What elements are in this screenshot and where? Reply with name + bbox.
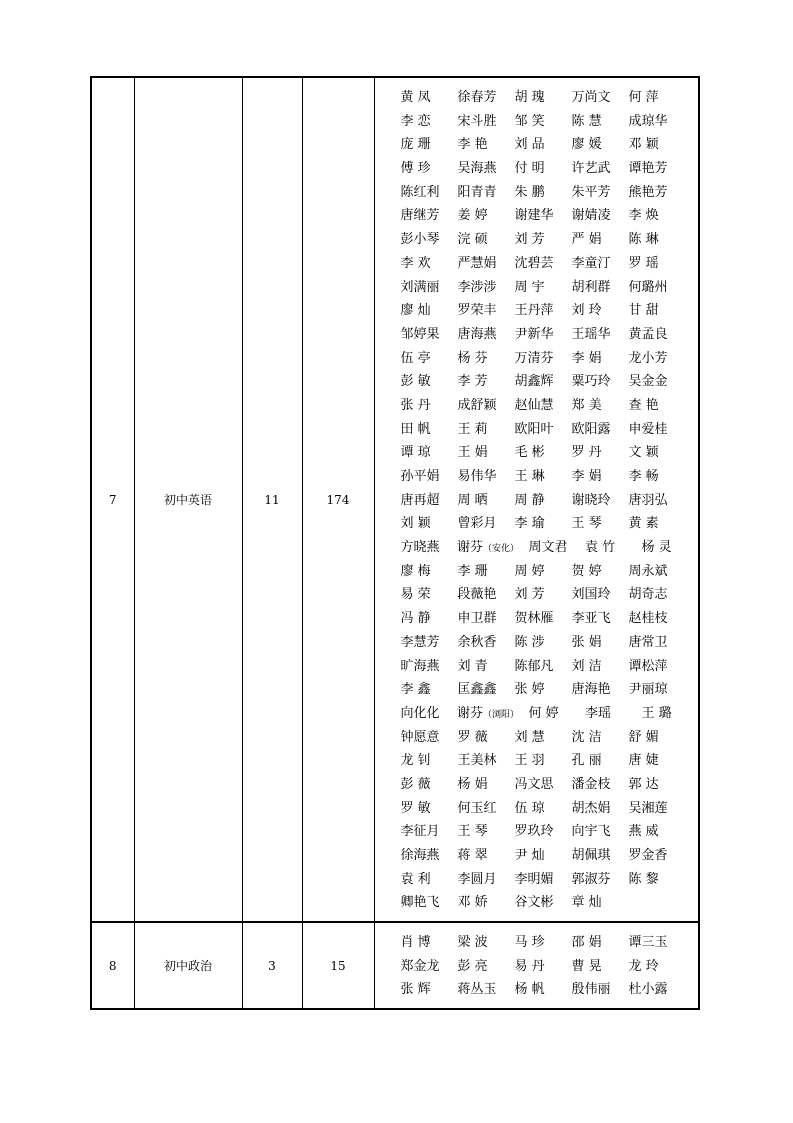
name-line xyxy=(375,726,699,750)
person-name: 查 艳 xyxy=(628,397,659,413)
person-name: 沈碧芸 xyxy=(514,255,554,271)
person-name: 严 娟 xyxy=(571,232,602,248)
person-name: 殷伟丽 xyxy=(571,982,611,998)
person-name: 匡鑫鑫 xyxy=(457,682,497,698)
count-b-cell: 174 xyxy=(302,77,374,922)
subject-cell: 初中政治 xyxy=(134,922,242,1009)
person-name: 李 娟 xyxy=(571,469,602,484)
person-name: 万清芬 xyxy=(514,350,554,366)
person-name: 李 恋 xyxy=(400,113,431,129)
person-name: 冯文思 xyxy=(514,776,554,792)
person-name: 唐再超 xyxy=(400,492,440,508)
person-name: 周 静 xyxy=(514,492,545,508)
name-line xyxy=(375,157,699,181)
person-name: 罗 敏 xyxy=(400,800,431,816)
person-name: 周 宇 xyxy=(514,279,545,295)
person-name: 甘 甜 xyxy=(628,303,659,319)
name-line xyxy=(375,181,699,205)
name-line xyxy=(375,204,699,228)
name-line xyxy=(375,797,699,821)
person-name: 廖 梅 xyxy=(400,563,431,579)
person-name: 杜小露 xyxy=(628,982,668,998)
person-name: 李 芳 xyxy=(457,374,488,390)
person-name: 王 羽 xyxy=(514,753,545,769)
person-name: 谭松萍 xyxy=(628,658,668,674)
person-name: 彭小琴 xyxy=(400,232,440,248)
person-name: 龙小芳 xyxy=(628,350,668,366)
name-line xyxy=(375,931,699,955)
person-name: 李 瑜 xyxy=(514,516,545,532)
person-name: 刘 玲 xyxy=(571,303,602,319)
person-name: 成琼华 xyxy=(628,113,668,129)
name-line xyxy=(375,86,699,110)
person-name: 赵桂枝 xyxy=(628,611,668,627)
person-name: 邹婷果 xyxy=(400,326,440,342)
person-name: 舒 媚 xyxy=(628,729,659,745)
person-name: 张 丹 xyxy=(400,397,431,413)
person-name: 陈红利 xyxy=(400,184,440,200)
person-name: 陈 慧 xyxy=(571,113,602,129)
person-name: 傅 珍 xyxy=(400,161,431,177)
person-name: 彭 薇 xyxy=(400,776,431,792)
person-name: 李 鑫 xyxy=(400,682,431,698)
person-name: 李童汀 xyxy=(571,255,611,271)
person-name: 吴金金 xyxy=(628,374,668,390)
person-name: 梁 波 xyxy=(457,935,488,951)
person-name: 廖 灿 xyxy=(400,303,431,319)
person-name: 张 婷 xyxy=(514,682,545,698)
roster-table xyxy=(90,76,700,1010)
person-name: 谭 琼 xyxy=(400,445,431,461)
person-name: 龙 钊 xyxy=(400,753,431,769)
person-name: 胡佩琪 xyxy=(571,848,611,863)
person-name: 杨 帆 xyxy=(514,982,545,998)
person-name: 易 荣 xyxy=(400,587,431,603)
person-name: 伍 琼 xyxy=(514,800,545,816)
person-name xyxy=(629,891,686,915)
names-cell xyxy=(374,77,699,922)
name-line xyxy=(375,583,699,607)
count-a-cell: 11 xyxy=(242,77,302,922)
person-name: 阳青青 xyxy=(457,184,497,200)
name-line xyxy=(375,394,699,418)
row-number: 8 xyxy=(91,922,134,1009)
person-name: 罗 丹 xyxy=(571,445,602,461)
person-name: 唐海艳 xyxy=(571,682,611,698)
person-name: 潘金枝 xyxy=(571,776,611,792)
person-name: 孔 丽 xyxy=(571,753,602,769)
person-name: 王 琳 xyxy=(514,469,545,484)
person-name: 刘 品 xyxy=(514,137,545,153)
person-name: 杨 芬 xyxy=(457,350,488,366)
person-name: 胡杰娟 xyxy=(571,800,611,816)
person-name: 杨 灵 xyxy=(641,540,672,556)
person-name: 李圆月 xyxy=(457,871,497,887)
person-name: 欧阳叶 xyxy=(514,421,554,437)
name-line xyxy=(375,955,699,979)
person-name: 袁 利 xyxy=(400,871,431,887)
person-name: 周文君 xyxy=(528,540,568,556)
name-line xyxy=(375,978,699,1002)
person-name: 李瑶 xyxy=(584,705,611,721)
person-name: 谢芬（浏阳） xyxy=(457,705,520,721)
person-name: 尹 灿 xyxy=(514,848,545,863)
person-name: 谢建华 xyxy=(514,208,554,224)
person-name: 唐常卫 xyxy=(628,634,668,650)
person-name: 尹新华 xyxy=(514,326,554,342)
person-name: 刘 青 xyxy=(457,658,488,674)
person-name: 何 婷 xyxy=(528,705,559,721)
person-name: 胡利群 xyxy=(571,279,611,295)
person-name: 邵 娟 xyxy=(571,935,602,951)
person-name: 杨 娟 xyxy=(457,776,488,792)
person-name: 伍 亭 xyxy=(400,350,431,366)
person-name: 宋斗胜 xyxy=(457,113,497,129)
person-name: 周永斌 xyxy=(628,563,668,579)
person-name: 袁 竹 xyxy=(584,540,616,556)
person-name: 朱 鹏 xyxy=(514,184,545,200)
person-name: 燕 威 xyxy=(628,824,659,840)
person-name: 易伟华 xyxy=(457,469,497,484)
person-name: 刘满丽 xyxy=(400,279,440,295)
person-name: 余秋香 xyxy=(457,634,497,650)
person-name: 邓 颖 xyxy=(628,137,659,153)
person-name: 李 珊 xyxy=(457,563,488,579)
person-name: 郭淑芬 xyxy=(571,871,611,887)
person-name: 徐海燕 xyxy=(400,848,440,863)
person-name: 向化化 xyxy=(400,705,440,721)
person-name: 刘 慧 xyxy=(514,729,545,745)
person-name: 王瑶华 xyxy=(571,326,611,342)
person-name: 陈 琳 xyxy=(628,232,659,248)
person-name: 许艺武 xyxy=(571,161,611,177)
person-name: 王美林 xyxy=(457,753,497,769)
name-line xyxy=(375,110,699,134)
name-line xyxy=(375,536,699,560)
name-line xyxy=(375,299,699,323)
person-name: 朱平芳 xyxy=(571,184,611,200)
person-name: 谷文彬 xyxy=(514,895,554,911)
person-name: 刘 洁 xyxy=(571,658,602,674)
person-name: 罗荣丰 xyxy=(457,303,497,319)
name-line xyxy=(375,631,699,655)
person-name: 熊艳芳 xyxy=(628,184,668,200)
person-name: 王 琴 xyxy=(571,516,602,532)
person-name: 马 珍 xyxy=(514,935,545,951)
roster-body xyxy=(91,77,699,1009)
person-name: 向宇飞 xyxy=(571,824,611,840)
person-name: 曾彩月 xyxy=(457,516,497,532)
person-name: 李 焕 xyxy=(628,208,659,224)
person-name: 邓 娇 xyxy=(457,895,488,911)
row-number: 7 xyxy=(91,77,134,922)
name-line xyxy=(375,844,699,868)
name-line xyxy=(375,749,699,773)
person-name: 李 欢 xyxy=(400,255,431,271)
person-name: 罗 瑶 xyxy=(628,255,659,271)
person-name: 唐 婕 xyxy=(628,753,659,769)
person-name: 郑金龙 xyxy=(400,958,440,974)
person-name: 唐继芳 xyxy=(400,208,440,224)
person-name: 万尚文 xyxy=(571,90,611,105)
person-name: 吴湘莲 xyxy=(628,800,668,816)
person-name: 谭艳芳 xyxy=(628,161,668,177)
person-name: 龙 玲 xyxy=(628,958,659,974)
person-name: 段薇艳 xyxy=(457,587,497,603)
person-name: 谢芬（安化） xyxy=(457,540,520,556)
person-name: 郑 美 xyxy=(571,397,602,413)
name-line xyxy=(375,347,699,371)
person-name: 郭 达 xyxy=(628,776,659,792)
subject-cell: 初中英语 xyxy=(134,77,242,922)
name-line xyxy=(375,773,699,797)
table-row xyxy=(91,77,699,922)
person-name: 刘 芳 xyxy=(514,232,545,248)
person-name: 旷海燕 xyxy=(400,658,440,674)
name-line xyxy=(375,276,699,300)
person-name: 李亚飞 xyxy=(571,611,611,627)
person-name: 李 娟 xyxy=(571,350,602,366)
person-name: 粟巧玲 xyxy=(571,374,611,390)
person-name: 浣 硕 xyxy=(457,232,488,248)
person-name: 李 畅 xyxy=(628,469,659,484)
person-name: 罗玖玲 xyxy=(514,824,554,840)
person-name: 申爱桂 xyxy=(628,421,668,437)
person-name: 赵仙慧 xyxy=(514,397,554,413)
person-name: 李 艳 xyxy=(457,137,488,153)
person-name: 陈 涉 xyxy=(514,634,545,650)
person-name: 李明媚 xyxy=(514,871,554,887)
person-name: 庞 珊 xyxy=(400,137,431,153)
person-name: 胡鑫辉 xyxy=(514,374,554,390)
name-line xyxy=(375,465,699,489)
name-line xyxy=(375,133,699,157)
person-name: 王 莉 xyxy=(457,421,488,437)
person-name: 张 辉 xyxy=(400,982,431,998)
name-line xyxy=(375,655,699,679)
person-name: 罗金香 xyxy=(628,848,668,863)
person-name: 贺林雁 xyxy=(514,611,554,627)
person-name: 谭三玉 xyxy=(628,935,668,951)
person-name: 章 灿 xyxy=(571,895,602,911)
person-name: 黄 凤 xyxy=(400,90,431,105)
person-name: 唐羽弘 xyxy=(628,492,668,508)
person-name: 陈 黎 xyxy=(628,871,659,887)
person-name: 孙平娟 xyxy=(400,469,440,484)
person-name: 王丹萍 xyxy=(514,303,554,319)
person-name: 钟愿意 xyxy=(400,729,440,745)
person-name: 张 娟 xyxy=(571,634,602,650)
person-name: 刘 芳 xyxy=(514,587,545,603)
person-name: 方晓燕 xyxy=(400,540,440,556)
person-name: 吴海燕 xyxy=(457,161,497,177)
person-name: 何玉红 xyxy=(457,800,497,816)
person-name: 毛 彬 xyxy=(514,445,545,461)
name-line xyxy=(375,252,699,276)
person-name: 谢婧凌 xyxy=(571,208,611,224)
names-cell xyxy=(374,922,699,1009)
person-name: 严慧娟 xyxy=(457,255,497,271)
count-b-cell: 15 xyxy=(302,922,374,1009)
person-name: 李涉涉 xyxy=(457,279,497,295)
person-name: 彭 亮 xyxy=(457,958,488,974)
name-line xyxy=(375,891,699,915)
name-line xyxy=(375,370,699,394)
person-name: 贺 婷 xyxy=(571,563,602,579)
person-name: 彭 敏 xyxy=(400,374,431,390)
name-line xyxy=(375,702,699,726)
person-name: 罗 薇 xyxy=(457,729,488,745)
person-name: 廖 媛 xyxy=(571,137,602,153)
person-name: 唐海燕 xyxy=(457,326,497,342)
table-row xyxy=(91,922,699,1009)
person-name: 欧阳露 xyxy=(571,421,611,437)
person-name: 胡 瑰 xyxy=(514,90,545,105)
person-name: 黄 素 xyxy=(628,516,659,532)
person-name: 田 帆 xyxy=(400,421,431,437)
name-line xyxy=(375,228,699,252)
name-line xyxy=(375,678,699,702)
count-a-cell: 3 xyxy=(242,922,302,1009)
person-name: 何璐州 xyxy=(628,279,668,295)
person-name: 肖 博 xyxy=(400,935,431,951)
person-name: 文 颖 xyxy=(628,445,659,461)
person-name: 沈 洁 xyxy=(571,729,602,745)
person-name: 王 琴 xyxy=(457,824,488,840)
name-line xyxy=(375,441,699,465)
person-name: 邹 笑 xyxy=(514,113,545,129)
name-line xyxy=(375,868,699,892)
person-name: 王 娟 xyxy=(457,445,488,461)
name-line xyxy=(375,323,699,347)
person-name: 李慧芳 xyxy=(400,634,440,650)
name-line xyxy=(375,489,699,513)
person-name: 周 晒 xyxy=(457,492,488,508)
person-name: 胡奇志 xyxy=(628,587,668,603)
person-name: 姜 婷 xyxy=(457,208,488,224)
person-name: 易 丹 xyxy=(514,958,545,974)
person-name: 刘 颖 xyxy=(400,516,431,532)
person-name: 谢晓玲 xyxy=(571,492,611,508)
name-line xyxy=(375,418,699,442)
person-name: 李征月 xyxy=(400,824,440,840)
person-name: 卿艳飞 xyxy=(400,895,440,911)
person-name: 徐春芳 xyxy=(457,90,497,105)
person-name: 王 璐 xyxy=(641,705,672,721)
person-name: 曹 晃 xyxy=(571,958,602,974)
person-name: 成舒颖 xyxy=(457,397,497,413)
person-name: 陈郁凡 xyxy=(514,658,554,674)
person-name: 何 萍 xyxy=(628,90,659,105)
person-name: 蒋丛玉 xyxy=(457,982,497,998)
name-line xyxy=(375,512,699,536)
person-name: 黄孟良 xyxy=(628,326,668,342)
name-line xyxy=(375,607,699,631)
person-name: 蒋 翠 xyxy=(457,848,488,863)
person-name: 冯 静 xyxy=(400,611,431,627)
person-name: 申卫群 xyxy=(457,611,497,627)
person-name: 尹丽琼 xyxy=(628,682,668,698)
person-name: 付 明 xyxy=(514,161,545,177)
person-name: 周 婷 xyxy=(514,563,545,579)
name-line xyxy=(375,820,699,844)
person-name: 刘国玲 xyxy=(571,587,611,603)
name-line xyxy=(375,560,699,584)
